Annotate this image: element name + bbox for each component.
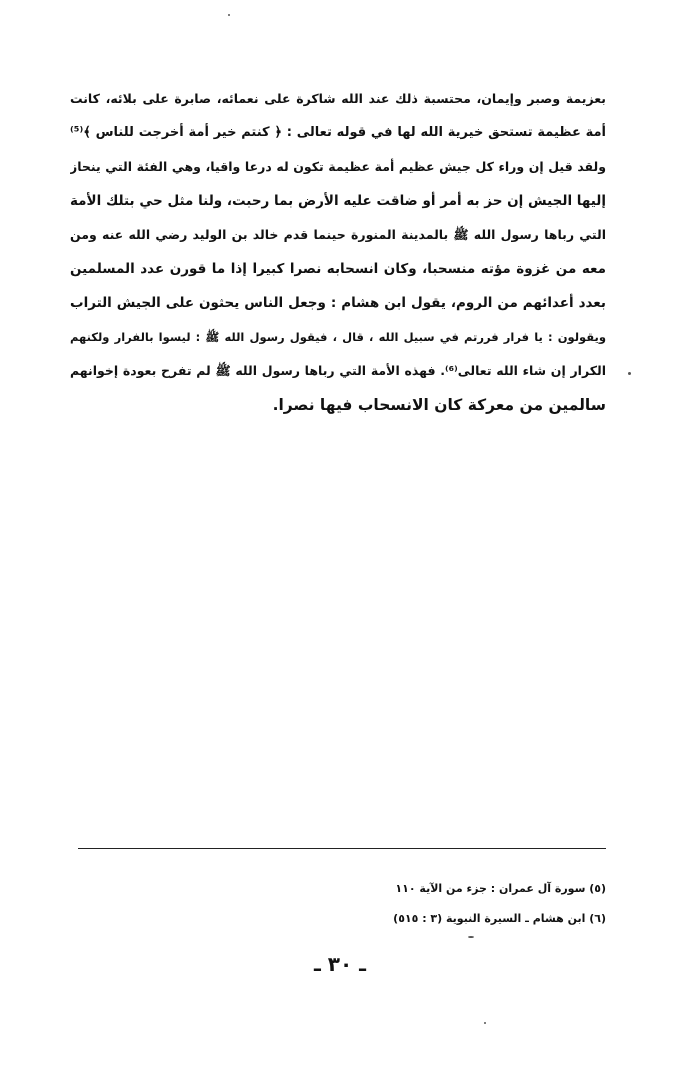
- footnote: (٦) ابن هشام ـ السيرة النبوية (٣ : ٥١٥): [393, 912, 606, 925]
- text-line: ويقولون : يا فرار فررتم في سبيل الله ، قال ، فيقول رسول الله ﷺ : ليسوا بالفرار ولكنهم: [70, 330, 606, 344]
- footnotes: [78, 874, 606, 934]
- scan-speck: [628, 372, 631, 375]
- text-line: إليها الجيش إن حز به أمر أو ضاقت عليه الأرض بما رحبت، ولنا مثل حي بتلك الأمة: [70, 193, 606, 209]
- text-line: الكرار إن شاء الله تعالى⁽⁶⁾. فهذه الأمة التي رباها رسول الله ﷺ لم تفرح بعودة إخوانهم: [70, 363, 606, 378]
- scan-speck: [484, 1022, 486, 1024]
- text-line: بعزيمة وصبر وإيمان، محتسبة ذلك عند الله شاكرة على نعمائه، صابرة على بلائه، كانت: [70, 91, 606, 106]
- text-line: سالمين من معركة كان الانسحاب فيها نصرا.: [272, 396, 606, 414]
- text-line: معه من غزوة مؤته منسحبا، وكان انسحابه نصرا كبيرا إذا ما قورن عدد المسلمين: [70, 261, 606, 277]
- body-text: [70, 82, 606, 422]
- scan-speck: [228, 14, 230, 16]
- footnote: (٥) سورة آل عمران : جزء من الآية ١١٠: [395, 882, 606, 895]
- text-line: التي رباها رسول الله ﷺ بالمدينة المنورة حينما قدم خالد بن الوليد رضي الله عنه ومن: [70, 227, 606, 242]
- text-line: بعدد أعدائهم من الروم، يقول ابن هشام : وجعل الناس يحثون على الجيش التراب: [70, 295, 606, 311]
- footnote-divider: [78, 848, 606, 849]
- page-number: ـ ٣٠ ـ: [313, 952, 367, 976]
- scan-speck: [468, 936, 474, 938]
- text-line: ولقد قيل إن وراء كل جيش عظيم أمة عظيمة تكون له درعا واقيا، وهي الفئة التي ينحاز: [70, 159, 606, 174]
- text-line: أمة عظيمة تستحق خيرية الله لها في قوله تعالى : ﴿ كنتم خير أمة أخرجت للناس ﴾⁽⁵⁾: [70, 125, 606, 140]
